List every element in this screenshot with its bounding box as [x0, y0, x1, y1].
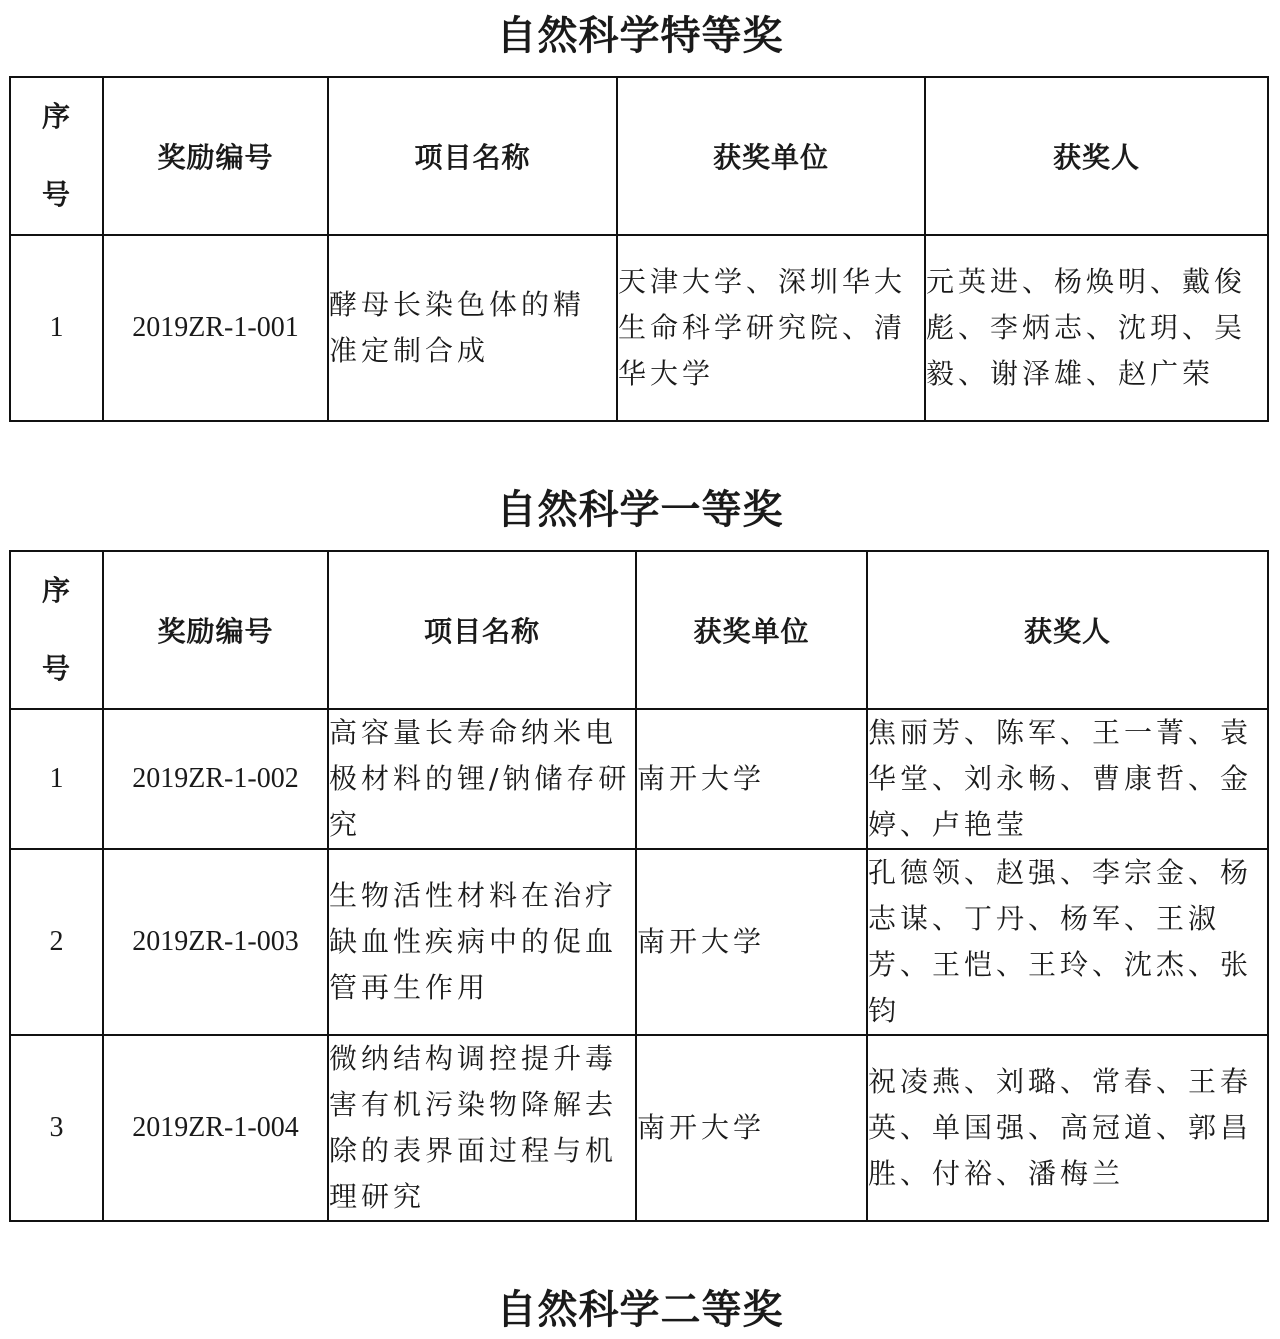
header-award-people: 获奖人 [925, 77, 1268, 235]
table-row [10, 235, 1268, 421]
header-award-people: 获奖人 [867, 551, 1268, 709]
row-project-name: 生物活性材料在治疗缺血性疾病中的促血管再生作用 [328, 849, 636, 1035]
header-seq [10, 77, 103, 235]
row-award-people: 祝凌燕、刘璐、常春、王春英、单国强、高冠道、郭昌胜、付裕、潘梅兰 [867, 1035, 1268, 1221]
table-header-row [10, 77, 1268, 235]
row-award-people: 焦丽芳、陈军、王一菁、袁华堂、刘永畅、曹康哲、金婷、卢艳莹 [867, 709, 1268, 849]
header-seq-top: 序 [41, 100, 71, 133]
row-award-code: 2019ZR-1-004 [103, 1035, 328, 1221]
row-award-code: 2019ZR-1-003 [103, 849, 328, 1035]
table-row [10, 849, 1268, 1035]
row-award-code: 2019ZR-1-002 [103, 709, 328, 849]
row-seq: 1 [10, 709, 103, 849]
section-title-special-prize: 自然科学特等奖 [496, 13, 784, 59]
section-title-first-prize: 自然科学一等奖 [496, 487, 784, 533]
header-project-name: 项目名称 [328, 77, 617, 235]
header-seq-bottom: 号 [41, 178, 71, 211]
special-prize-table [9, 76, 1269, 422]
row-award-unit: 天津大学、深圳华大生命科学研究院、清华大学 [617, 235, 925, 421]
table-row [10, 1035, 1268, 1221]
header-seq-bottom: 号 [41, 652, 71, 685]
header-seq [10, 551, 103, 709]
table-header-row [10, 551, 1268, 709]
row-project-name: 酵母长染色体的精准定制合成 [328, 235, 617, 421]
header-award-code: 奖励编号 [103, 77, 328, 235]
section-title-second-prize: 自然科学二等奖 [496, 1287, 784, 1333]
row-award-unit: 南开大学 [636, 849, 867, 1035]
row-project-name: 微纳结构调控提升毒害有机污染物降解去除的表界面过程与机理研究 [328, 1035, 636, 1221]
header-award-code: 奖励编号 [103, 551, 328, 709]
row-seq: 1 [10, 235, 103, 421]
header-seq-top: 序 [41, 574, 71, 607]
row-award-code: 2019ZR-1-001 [103, 235, 328, 421]
row-seq: 3 [10, 1035, 103, 1221]
row-award-people: 孔德领、赵强、李宗金、杨志谋、丁丹、杨军、王淑芳、王恺、王玲、沈杰、张钧 [867, 849, 1268, 1035]
first-prize-table [9, 550, 1269, 1222]
row-seq: 2 [10, 849, 103, 1035]
header-award-unit: 获奖单位 [636, 551, 867, 709]
row-award-people: 元英进、杨焕明、戴俊彪、李炳志、沈玥、吴毅、谢泽雄、赵广荣 [925, 235, 1268, 421]
header-project-name: 项目名称 [328, 551, 636, 709]
table-row [10, 709, 1268, 849]
header-award-unit: 获奖单位 [617, 77, 925, 235]
row-project-name: 高容量长寿命纳米电极材料的锂/钠储存研究 [328, 709, 636, 849]
row-award-unit: 南开大学 [636, 1035, 867, 1221]
row-award-unit: 南开大学 [636, 709, 867, 849]
